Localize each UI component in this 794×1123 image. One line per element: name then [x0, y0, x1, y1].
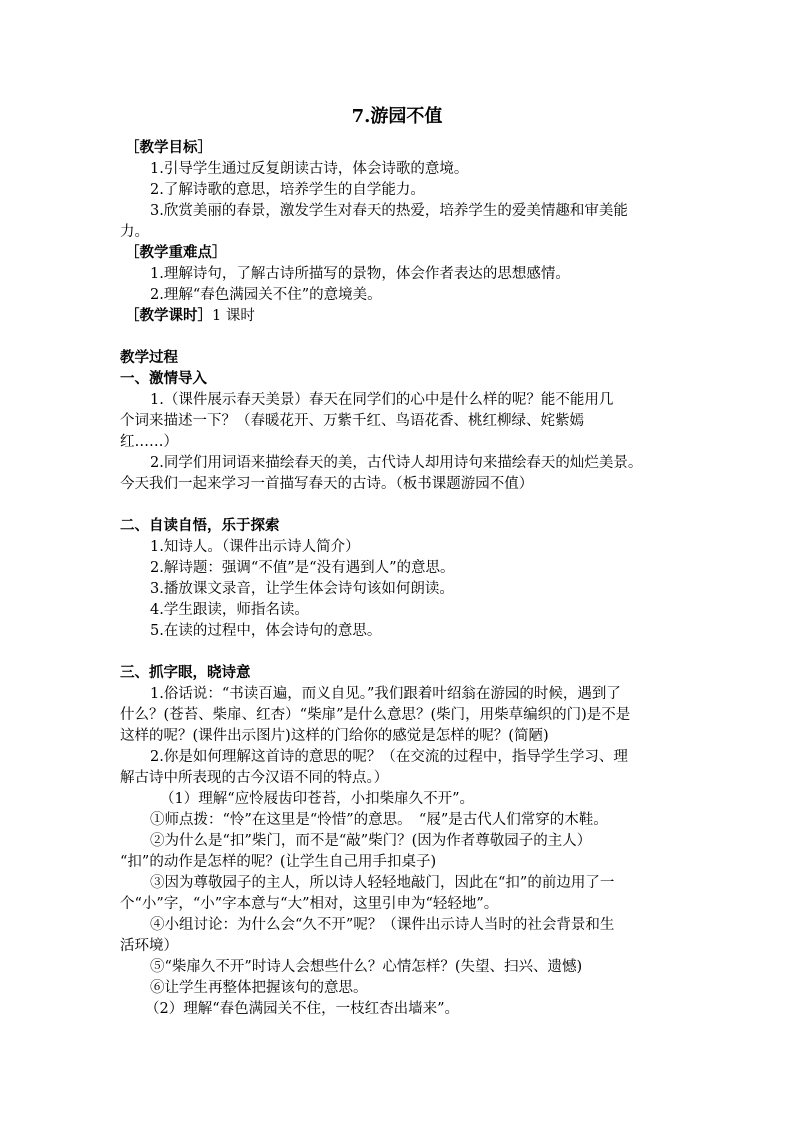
hours-value: 1 课时 [212, 308, 255, 324]
section2-item-3: 3.播放课文录音，让学生体会诗句该如何朗读。 [150, 581, 454, 597]
section1-p1-line2: 个词来描述一下？（春暖花开、万紫千红、鸟语花香、桃红柳绿、姹紫嫣 [120, 413, 584, 429]
subsection-1: （1）理解“应怜屐齿印苍苔，小扣柴扉久不开”。 [160, 791, 475, 807]
objective-item-2: 2.了解诗歌的意思，培养学生的自学能力。 [150, 182, 425, 198]
section3-p1-line2: 什么？(苍苔、柴扉、红杏）“柴扉”是什么意思？(柴门，用柴草编织的门)是不是 [120, 707, 631, 723]
objective-item-1: 1.引导学生通过反复朗读古诗，体会诗歌的意境。 [150, 161, 469, 177]
objective-item-3: 3.欣赏美丽的春景，激发学生对春天的热爱，培养学生的爱美情趣和审美能 [150, 203, 628, 219]
section1-heading: 一、激情导入 [120, 370, 207, 387]
section2-item-1: 1.知诗人。（课件出示诗人简介） [150, 539, 360, 555]
step-2-line1: ②为什么是“扣”柴门，而不是“敲”柴门？(因为作者尊敬园子的主人） [150, 833, 592, 849]
section1-p2-line2: 今天我们一起来学习一首描写春天的古诗。（板书课题游园不值） [120, 476, 534, 492]
section3-p1-line1: 1.俗话说：“书读百遍，而义自见。”我们跟着叶绍翁在游园的时候，遇到了 [150, 686, 621, 702]
hours-heading: ［教学课时］ [125, 307, 212, 324]
step-4-line1: ④小组讨论：为什么会“久不开”呢？（课件出示诗人当时的社会背景和生 [150, 917, 615, 933]
section3-p1-line3: 这样的呢？(课件出示图片)这样的门给你的感觉是怎样的呢？(简陋) [120, 728, 549, 744]
objectives-heading: ［教学目标］ [125, 139, 212, 156]
section1-p1-line1: 1.（课件展示春天美景）春天在同学们的心中是什么样的呢？能不能用几 [150, 392, 614, 408]
step-3-line2: 个“小”字，“小”字本意与“大”相对，这里引申为“轻轻地”。 [120, 896, 499, 912]
section1-p2-line1: 2.同学们用词语来描绘春天的美，古代诗人却用诗句来描绘春天的灿烂美景。 [150, 455, 643, 471]
keypoints-heading: ［教学重难点］ [125, 244, 227, 261]
step-2-line2: “扣”的动作是怎样的呢？(让学生自己用手扣桌子) [120, 854, 437, 870]
step-1: ①师点拨：“怜”在这里是“怜惜”的意思。 “屐”是古代人们常穿的木鞋。 [150, 812, 608, 828]
section2-item-5: 5.在读的过程中，体会诗句的意思。 [150, 623, 382, 639]
hours-line [125, 306, 255, 326]
section2-item-4: 4.学生跟读，师指名读。 [150, 602, 309, 618]
section3-p2-line1: 2.你是如何理解这首诗的意思的呢？（在交流的过程中，指导学生学习、理 [150, 749, 628, 765]
step-4-line2: 活环境） [120, 938, 178, 954]
section2-heading: 二、自读自悟，乐于探索 [120, 517, 280, 534]
step-5: ⑤“柴扉久不开”时诗人会想些什么？心情怎样？(失望、扫兴、遗憾) [150, 959, 583, 975]
lesson-title: 7.游园不值 [351, 106, 443, 127]
section3-p2-line2: 解古诗中所表现的古今汉语不同的特点。） [120, 770, 389, 786]
process-heading: 教学过程 [120, 349, 178, 366]
section3-heading: 三、抓字眼，晓诗意 [120, 664, 251, 681]
section2-item-2: 2.解诗题：强调“不值”是“没有遇到人”的意思。 [150, 560, 455, 576]
keypoint-item-2: 2.理解“春色满园关不住”的意境美。 [150, 287, 382, 303]
section1-p1-line3: 红……） [120, 434, 178, 450]
keypoint-item-1: 1.理解诗句，了解古诗所描写的景物，体会作者表达的思想感情。 [150, 266, 570, 282]
step-3-line1: ③因为尊敬园子的主人，所以诗人轻轻地敲门，因此在“扣”的前边用了一 [150, 875, 615, 891]
objective-item-3-cont: 力。 [120, 224, 149, 240]
step-6: ⑥让学生再整体把握该句的意思。 [150, 980, 368, 996]
subsection-2: （2）理解“春色满园关不住，一枝红杏出墙来”。 [145, 1001, 460, 1017]
